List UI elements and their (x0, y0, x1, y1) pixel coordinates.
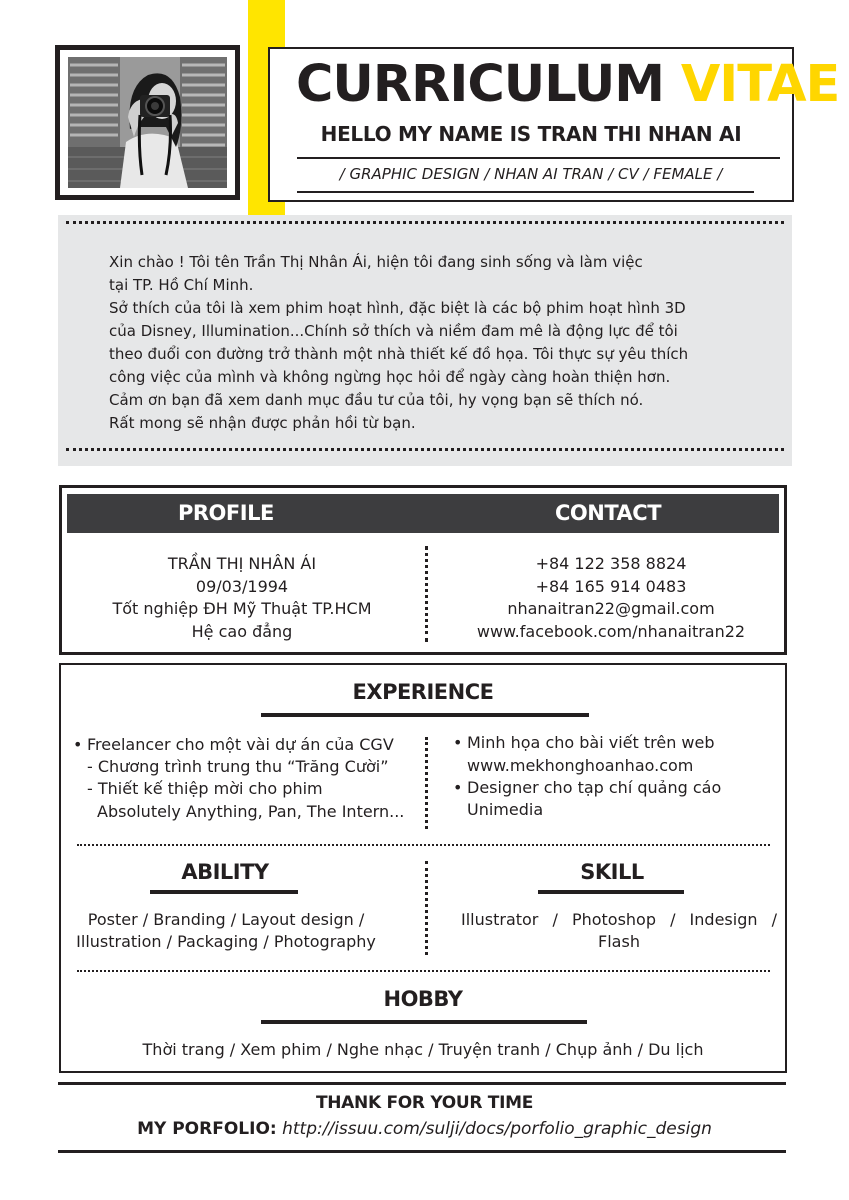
profile-name: TRẦN THỊ NHÂN ÁI (167, 554, 317, 573)
portfolio-label: MY PORFOLIO: (137, 1119, 277, 1139)
hobby-underline (261, 1020, 587, 1024)
tagline-divider (297, 191, 754, 193)
experience-item-cgv: • Freelancer cho một vài dự án của CGV (87, 734, 394, 757)
main-sections-box (59, 663, 787, 1073)
thank-you-text: THANK FOR YOUR TIME (315, 1093, 534, 1113)
skill-heading: SKILL (580, 860, 644, 884)
footer-bottom-rule (58, 1150, 786, 1153)
profile-birthdate: 09/03/1994 (195, 576, 289, 596)
ability-underline (150, 890, 298, 894)
page-title (296, 53, 840, 117)
ability-skill-dotted-divider (425, 861, 428, 955)
skill-bottom-dotted-divider (77, 970, 770, 972)
experience-website: www.mekhonghoanhao.com (467, 756, 694, 775)
profile-contact-dotted-divider (425, 546, 428, 642)
portfolio-link[interactable]: http://issuu.com/sulji/docs/porfolio_graphic_design (282, 1119, 712, 1139)
experience-item-illustration: • Minh họa cho bài viết trên web (467, 732, 715, 755)
profile-details (62, 553, 422, 643)
intro-panel (58, 215, 792, 466)
hobby-list: Thời trang / Xem phim / Nghe nhạc / Truyện tranh / Chụp ảnh / Du lịch (142, 1040, 704, 1059)
intro-text: Xin chào ! Tôi tên Trần Thị Nhân Ái, hiện tôi đang sinh sống và làm việc tại TP. Hồ Chí Minh. Sở thích của tôi là xem phim hoạt hình, đặc biệt là các bộ phim hoạt hình 3D của Disney, Illumination...Chính sở thích và niềm đam mê là động lực để tôi theo đuổi con đường trở thành một nhà thiết kế đồ họa. Tôi thực sự yêu thích công việc của mình và không ngừng học hỏi để ngày càng hoàn thiện hơn. Cảm ơn bạn đã xem danh mục đầu tư của tôi, hy vọng bạn sẽ thích nó. Rất mong sẽ nhận được phản hồi từ bạn. (109, 253, 689, 432)
ability-heading: ABILITY (181, 860, 269, 884)
profile-photo-image (68, 57, 227, 188)
hobby-heading: HOBBY (383, 987, 463, 1011)
skill-photoshop: Photoshop (571, 910, 656, 929)
experience-item-designer: • Designer cho tạp chí quảng cáo (467, 777, 721, 800)
skill-illustrator: Illustrator (461, 910, 539, 929)
skill-list (461, 909, 777, 932)
contact-phone-1: +84 122 358 8824 (535, 554, 687, 573)
experience-unimedia: Unimedia (467, 800, 544, 819)
experience-bottom-dotted-divider (77, 844, 770, 846)
profile-contact-box (59, 485, 787, 655)
experience-subitem-films: Absolutely Anything, Pan, The Intern... (97, 802, 405, 821)
experience-subitem-invitation: - Thiết kế thiệp mời cho phim (87, 779, 323, 798)
intro-bottom-dotted-divider (66, 448, 784, 451)
skill-indesign: Indesign (689, 910, 758, 929)
skill-separator: / (552, 910, 558, 929)
contact-phone-2: +84 165 914 0483 (535, 576, 687, 596)
title-divider (297, 157, 780, 159)
skill-flash: Flash (598, 932, 640, 951)
title-main: CURRICULUM (296, 55, 665, 114)
profile-education: Tốt nghiệp ĐH Mỹ Thuật TP.HCM (112, 599, 372, 618)
experience-underline (261, 713, 589, 717)
footer-top-rule (58, 1082, 786, 1085)
title-accent: VITAE (680, 55, 840, 114)
profile-degree: Hệ cao đẳng (191, 621, 293, 641)
ability-line-2: Illustration / Packaging / Photography (76, 932, 376, 951)
ability-line-1: Poster / Branding / Layout design / (87, 910, 365, 929)
skill-separator: / (771, 910, 777, 929)
profile-heading: PROFILE (178, 501, 274, 525)
portfolio-line (0, 1119, 849, 1139)
contact-heading: CONTACT (555, 501, 662, 525)
contact-details (432, 553, 790, 643)
contact-facebook: www.facebook.com/nhanaitran22 (476, 621, 746, 641)
title-box (268, 47, 840, 202)
contact-email: nhanaitran22@gmail.com (507, 599, 715, 618)
intro-top-dotted-divider (66, 221, 784, 224)
experience-subitem-trang-cuoi: - Chương trình trung thu “Trăng Cười” (87, 757, 389, 776)
experience-dotted-divider (425, 737, 428, 829)
experience-heading: EXPERIENCE (352, 680, 494, 704)
profile-photo-frame (55, 45, 240, 200)
profile-photo (68, 57, 227, 188)
skill-underline (538, 890, 684, 894)
skill-separator: / (670, 910, 676, 929)
tagline: / GRAPHIC DESIGN / NHAN AI TRAN / CV / FEMALE / (339, 165, 723, 183)
profile-contact-header (67, 494, 779, 533)
greeting-heading: HELLO MY NAME IS TRAN THI NHAN AI (320, 122, 742, 146)
